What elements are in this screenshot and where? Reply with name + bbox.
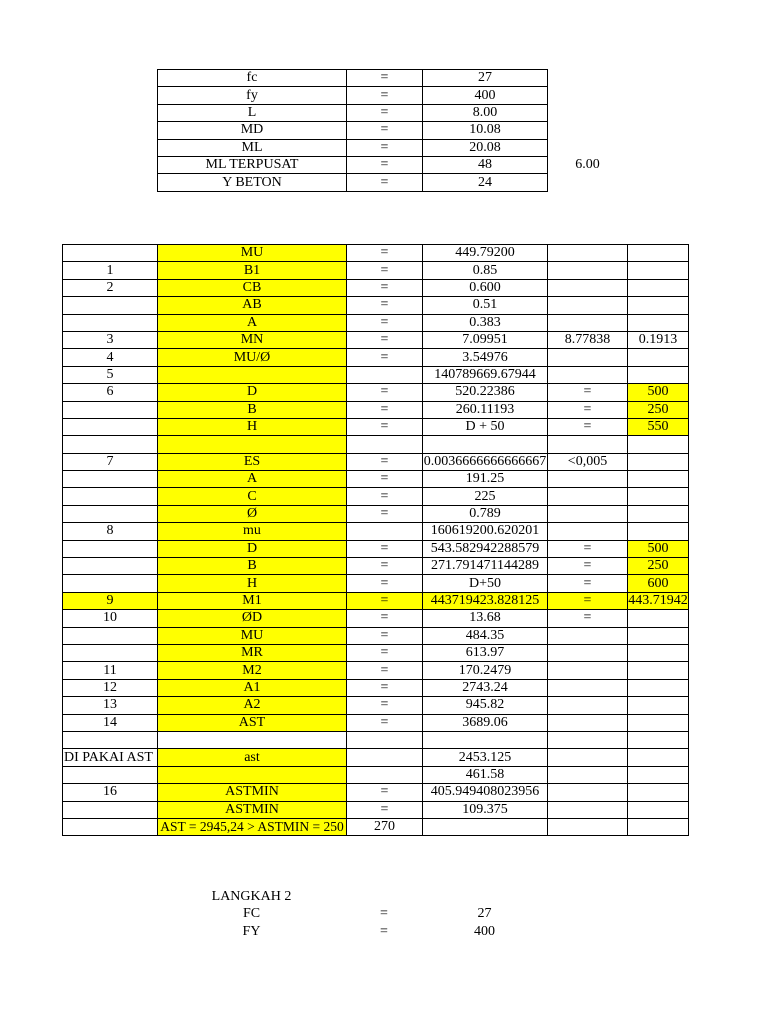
row-result (628, 818, 689, 835)
equals-sign: = (347, 70, 423, 87)
table-row (63, 784, 689, 801)
row-value: 400 (423, 87, 548, 104)
row-result (628, 366, 689, 383)
row-label: H (158, 418, 347, 435)
table-row (63, 401, 689, 418)
row-result: 443.71942 (628, 593, 688, 608)
table-row (63, 558, 689, 575)
row-result (628, 453, 689, 470)
row-result (628, 488, 689, 505)
row-label: MU/Ø (158, 349, 347, 366)
row-aux (548, 714, 628, 731)
row-aux: = (548, 610, 628, 627)
row-result: 250 (628, 558, 689, 575)
row-value: 449.79200 (423, 245, 548, 262)
table-row (63, 697, 689, 714)
row-aux (548, 749, 628, 766)
table-row (158, 156, 628, 173)
row-result (628, 436, 689, 453)
parameters-table (157, 69, 628, 192)
row-label: MD (158, 122, 347, 139)
row-aux: = (548, 418, 628, 435)
table-row (63, 505, 689, 522)
row-number (63, 801, 158, 818)
row-extra: 6.00 (575, 157, 600, 173)
row-result (628, 505, 689, 522)
row-label: FC (242, 906, 261, 922)
row-label: MR (158, 644, 347, 661)
row-result (628, 662, 689, 679)
row-result (628, 262, 689, 279)
row-value: 48 (423, 156, 548, 173)
table-row (63, 488, 689, 505)
row-label: A (158, 314, 347, 331)
row-number: 9 (63, 592, 158, 609)
row-result (628, 644, 689, 661)
row-number (63, 245, 158, 262)
row-label: A (158, 471, 347, 488)
equals-sign: = (347, 122, 423, 139)
row-number (63, 731, 158, 748)
table-row (63, 731, 689, 748)
row-aux (548, 436, 628, 453)
row-aux (548, 314, 628, 331)
row-value: 0.85 (423, 262, 548, 279)
row-aux (548, 297, 628, 314)
table-row (63, 436, 689, 453)
equals-sign: = (347, 314, 423, 331)
row-aux (548, 662, 628, 679)
equals-sign: = (347, 644, 423, 661)
row-aux (548, 471, 628, 488)
table-row (63, 279, 689, 296)
equals-sign: = (347, 714, 423, 731)
row-result: 250 (628, 401, 689, 418)
row-extra (548, 139, 628, 156)
row-number (63, 314, 158, 331)
table-row (63, 644, 689, 661)
row-result (628, 801, 689, 818)
equals-sign: = (347, 174, 423, 191)
equals-sign: = (347, 558, 423, 575)
row-result (628, 297, 689, 314)
row-value: 400 (474, 923, 495, 939)
row-number: 12 (63, 679, 158, 696)
row-label: MU (158, 245, 347, 262)
row-value: 3.54976 (423, 349, 548, 366)
row-label: ØD (158, 610, 347, 627)
equals-sign: = (347, 418, 423, 435)
table-row (63, 818, 689, 835)
row-result (628, 679, 689, 696)
row-value: 170.2479 (423, 662, 548, 679)
row-aux (548, 697, 628, 714)
row-label: B (158, 558, 347, 575)
row-result (628, 245, 689, 262)
row-result (628, 749, 689, 766)
row-aux (548, 279, 628, 296)
row-value: 191.25 (423, 471, 548, 488)
row-number: DI PAKAI AST (63, 749, 158, 766)
row-label: AST (158, 714, 347, 731)
row-aux (548, 505, 628, 522)
row-number: 16 (63, 784, 158, 801)
equals-sign: = (347, 610, 423, 627)
row-number (63, 627, 158, 644)
row-result: 500 (628, 384, 689, 401)
row-value: 7.09951 (423, 331, 548, 348)
row-number: 7 (63, 453, 158, 470)
row-number (63, 418, 158, 435)
row-label: B1 (158, 262, 347, 279)
row-number: 6 (63, 384, 158, 401)
row-value: 945.82 (423, 697, 548, 714)
row-label: ASTMIN (158, 784, 347, 801)
row-label: CB (158, 279, 347, 296)
row-result (628, 349, 689, 366)
row-aux (548, 245, 628, 262)
row-number: 2 (63, 279, 158, 296)
table-row (63, 262, 689, 279)
row-label: C (158, 488, 347, 505)
row-aux (548, 523, 628, 540)
equals-sign: = (347, 662, 423, 679)
equals-sign: = (347, 104, 423, 121)
equals-sign: = (347, 245, 423, 262)
row-label: A2 (158, 697, 347, 714)
equals-sign: = (347, 384, 423, 401)
row-number (63, 505, 158, 522)
table-row (63, 418, 689, 435)
row-number (63, 297, 158, 314)
row-result: 550 (628, 418, 689, 435)
row-label: FY (242, 923, 261, 939)
equals-sign: = (347, 349, 423, 366)
equals-sign: = (347, 679, 423, 696)
table-row (63, 523, 689, 540)
row-number: 4 (63, 349, 158, 366)
row-aux (548, 644, 628, 661)
equals-sign: = (347, 401, 423, 418)
row-value: D+50 (423, 575, 548, 592)
table-row (158, 104, 628, 121)
row-result (628, 697, 689, 714)
row-value: 10.08 (423, 122, 548, 139)
row-label: MN (158, 331, 347, 348)
table-row (63, 331, 689, 348)
row-extra (548, 174, 628, 191)
row-label: mu (158, 523, 347, 540)
row-number (63, 558, 158, 575)
row-value: 405.949408023956 (423, 784, 548, 801)
row-label: B (158, 401, 347, 418)
row-result (628, 471, 689, 488)
row-result (628, 314, 689, 331)
row-number (63, 540, 158, 557)
row-value: 160619200.620201 (423, 523, 548, 540)
equals-sign (347, 366, 423, 383)
row-number: 8 (63, 523, 158, 540)
row-number: 10 (63, 610, 158, 627)
row-value: 0.51 (423, 297, 548, 314)
table-row (158, 70, 628, 87)
table-row (63, 592, 689, 609)
equals-sign: = (347, 331, 423, 348)
row-value (423, 436, 548, 453)
table-row (63, 714, 689, 731)
row-aux (548, 366, 628, 383)
row-value: D + 50 (423, 418, 548, 435)
row-value: 443719423.828125 (423, 592, 548, 609)
table-row (63, 766, 689, 783)
table-row (63, 349, 689, 366)
equals-sign: = (347, 575, 423, 592)
row-result (628, 523, 689, 540)
step-2-title: LANGKAH 2 (211, 888, 292, 904)
row-result (628, 784, 689, 801)
equals-sign (347, 523, 423, 540)
row-value: 271.791471144289 (423, 558, 548, 575)
row-label (158, 731, 347, 748)
row-label: M2 (158, 662, 347, 679)
table-row (63, 297, 689, 314)
row-value: 8.00 (423, 104, 548, 121)
step-2-title-row (157, 888, 547, 906)
row-value: 0.789 (423, 505, 548, 522)
equals-sign: = (347, 139, 423, 156)
row-aux (548, 784, 628, 801)
equals-sign: = (347, 87, 423, 104)
row-aux: = (548, 592, 628, 609)
row-aux: = (548, 384, 628, 401)
row-label: ast (158, 749, 347, 766)
row-label: D (158, 384, 347, 401)
table-row (157, 923, 547, 941)
row-value: 543.582942288579 (423, 540, 548, 557)
row-aux (548, 766, 628, 783)
step-2-table (157, 888, 547, 941)
row-value: 225 (423, 488, 548, 505)
row-number: 14 (63, 714, 158, 731)
equals-sign: = (347, 279, 423, 296)
row-label (158, 366, 347, 383)
equals-sign (347, 436, 423, 453)
table-row (63, 749, 689, 766)
table-row (63, 384, 689, 401)
row-label: ES (158, 453, 347, 470)
row-value (423, 731, 548, 748)
table-row (63, 453, 689, 470)
row-aux (548, 262, 628, 279)
row-extra (548, 104, 628, 121)
table-row (158, 139, 628, 156)
row-label: Y BETON (158, 174, 347, 191)
row-result (628, 627, 689, 644)
row-label: M1 (158, 592, 347, 609)
equals-sign: = (347, 505, 423, 522)
row-label: MU (158, 627, 347, 644)
row-extra (548, 122, 628, 139)
row-aux (548, 818, 628, 835)
row-number (63, 575, 158, 592)
row-value: 260.11193 (423, 401, 548, 418)
row-number: 5 (63, 366, 158, 383)
row-aux (548, 488, 628, 505)
row-result (628, 731, 689, 748)
equals-sign: = (347, 453, 423, 470)
row-aux: = (548, 401, 628, 418)
row-number (63, 471, 158, 488)
table-row (63, 314, 689, 331)
row-value: 20.08 (423, 139, 548, 156)
equals-sign: = (347, 488, 423, 505)
equals-sign (347, 766, 423, 783)
table-row (63, 679, 689, 696)
equals-sign: = (347, 697, 423, 714)
row-aux: = (548, 575, 628, 592)
row-value: 0.383 (423, 314, 548, 331)
row-result (628, 279, 689, 296)
equals-sign (347, 749, 423, 766)
row-result (628, 610, 689, 627)
table-row (158, 87, 628, 104)
row-label: H (158, 575, 347, 592)
equals-sign: = (347, 801, 423, 818)
row-aux (548, 679, 628, 696)
row-value: 27 (423, 70, 548, 87)
table-row (63, 540, 689, 557)
row-value: 0.0036666666666667 (423, 453, 547, 469)
equals-sign: = (347, 627, 423, 644)
row-label: D (158, 540, 347, 557)
table-row (63, 471, 689, 488)
table-row (158, 122, 628, 139)
row-value: 24 (423, 174, 548, 191)
row-value: 3689.06 (423, 714, 548, 731)
row-number (63, 488, 158, 505)
row-extra (548, 87, 628, 104)
table-row (63, 610, 689, 627)
table-row (157, 906, 547, 924)
equals-sign: = (347, 156, 423, 173)
row-number: 11 (63, 662, 158, 679)
equals-sign (347, 731, 423, 748)
row-label: ML TERPUSAT (158, 156, 347, 173)
row-label: Ø (158, 505, 347, 522)
equals-sign: = (347, 784, 423, 801)
table-row (63, 245, 689, 262)
row-aux (548, 801, 628, 818)
row-result: 500 (628, 540, 689, 557)
row-value: 2453.125 (423, 749, 548, 766)
row-label (158, 436, 347, 453)
row-value: 613.97 (423, 644, 548, 661)
row-label: L (158, 104, 347, 121)
row-aux (548, 731, 628, 748)
equals-sign: = (380, 923, 388, 939)
table-row (63, 662, 689, 679)
row-aux (548, 627, 628, 644)
equals-sign: = (380, 906, 388, 922)
equals-sign: = (347, 540, 423, 557)
row-number: 13 (63, 697, 158, 714)
table-row (63, 575, 689, 592)
row-value (423, 818, 548, 835)
row-value: 140789669.67944 (423, 366, 548, 383)
row-number: 1 (63, 262, 158, 279)
row-result: 600 (628, 575, 689, 592)
table-row (63, 627, 689, 644)
calculation-table (62, 244, 689, 836)
row-result: 0.1913 (628, 331, 689, 348)
equals-sign: = (347, 471, 423, 488)
row-value: 0.600 (423, 279, 548, 296)
row-result (628, 766, 689, 783)
row-aux: <0,005 (548, 453, 628, 470)
row-label: ASTMIN (158, 801, 347, 818)
row-label: ML (158, 139, 347, 156)
row-number (63, 436, 158, 453)
row-value: 2743.24 (423, 679, 548, 696)
row-value: 27 (477, 906, 492, 922)
equals-sign: = (347, 297, 423, 314)
row-result (628, 714, 689, 731)
row-aux: 8.77838 (548, 331, 628, 348)
table-row (158, 174, 628, 191)
row-value: 461.58 (423, 766, 548, 783)
row-label: AB (158, 297, 347, 314)
table-row (63, 801, 689, 818)
row-label: fc (158, 70, 347, 87)
row-extra (548, 70, 628, 87)
row-aux: = (548, 540, 628, 557)
row-label: A1 (158, 679, 347, 696)
row-aux (548, 349, 628, 366)
row-number: 3 (63, 331, 158, 348)
row-number (63, 644, 158, 661)
row-number (63, 401, 158, 418)
row-aux: = (548, 558, 628, 575)
row-number (63, 818, 158, 835)
row-value: 520.22386 (423, 384, 548, 401)
row-label: AST = 2945,24 > ASTMIN = 250 (158, 818, 347, 835)
table-row (63, 366, 689, 383)
row-label (158, 766, 347, 783)
row-number (63, 766, 158, 783)
row-value: 484.35 (423, 627, 548, 644)
row-value: 13.68 (423, 610, 548, 627)
equals-sign: 270 (347, 818, 423, 835)
row-label: fy (158, 87, 347, 104)
equals-sign: = (347, 592, 423, 609)
equals-sign: = (347, 262, 423, 279)
row-value: 109.375 (423, 801, 548, 818)
